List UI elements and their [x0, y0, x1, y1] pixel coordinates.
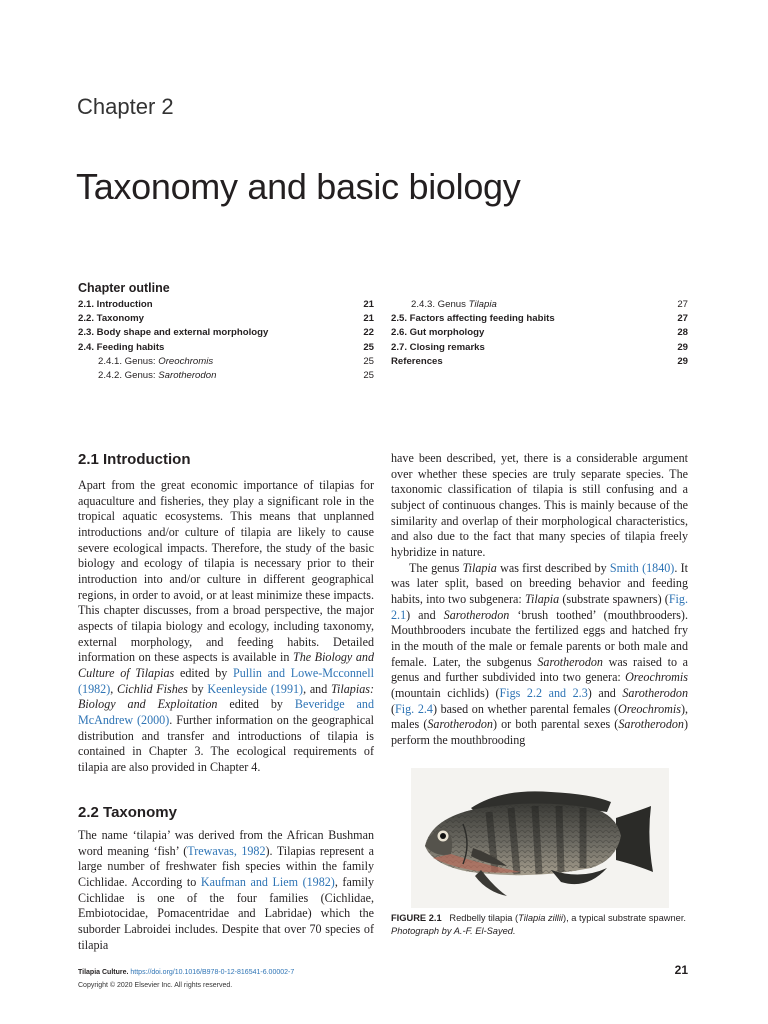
toc-item-title: 2.3. Body shape and external morphology	[78, 327, 269, 338]
toc-item-page: 27	[677, 299, 688, 310]
toc-subitem-title: 2.4.1. Genus: Oreochromis	[98, 356, 214, 367]
toc-item[interactable]	[391, 342, 688, 356]
toc-item-page: 22	[363, 327, 374, 338]
toc-subitem[interactable]	[391, 299, 688, 313]
toc-item-title: 2.5. Factors affecting feeding habits	[391, 313, 555, 324]
figure-link[interactable]: Fig. 2.1	[391, 591, 688, 622]
toc-item-page: 21	[363, 299, 374, 310]
toc-item-title: 2.4. Feeding habits	[78, 342, 165, 353]
toc-item-title: 2.6. Gut morphology	[391, 327, 485, 338]
footer-citation: Tilapia Culture. https://doi.org/10.1016/B978-0-12-816541-6.00002-7	[78, 969, 295, 976]
paragraph: The genus Tilapia was first described by Smith (1840). It was later split, based on breeding behavior and feeding habits, into two subgenera: Tilapia (substrate spawners) (Fig. 2.1) and Sarotherodon ‘brush toothed’ (mouthbrooders). Mouthbrooders incubate the fertilized eggs and hatched fry in the mouth of the male or female parents or both male and female. Later, the subgenus Sarotherodon was raised to a genus and further subdivided into two genera: Oreochromis (mountain cichlids) (Figs 2.2 and 2.3) and Sarotherodon (Fig. 2.4) based on whether parental females (Oreochromis), males (Sarotherodon) or both parental sexes (Sarotherodon) perform the mouthbrooding	[391, 560, 689, 747]
footer-copyright: Copyright © 2020 Elsevier Inc. All rights reserved.	[78, 982, 233, 989]
page-number: 21	[674, 963, 688, 977]
section-heading-taxonomy: 2.2 Taxonomy	[78, 804, 177, 821]
citation-link[interactable]: Pullin and Lowe-Mcconnell (1982)	[78, 665, 374, 696]
toc-item[interactable]	[78, 313, 374, 327]
toc-item[interactable]	[391, 327, 688, 341]
toc-item-page: 28	[677, 327, 688, 338]
figure-image	[411, 768, 669, 908]
figure-link[interactable]: Figs 2.2 and 2.3	[499, 685, 588, 700]
toc-item-title: 2.7. Closing remarks	[391, 342, 485, 353]
citation-link[interactable]: Smith (1840)	[609, 560, 675, 575]
introduction-paragraph: Apart from the great economic importance of tilapias for aquaculture and fisheries, they play a significant role in the tropical aquatic ecosystems. This means that unplanned introductions and/or culture of tilapia are likely to cause severe ecological impacts. Therefore, the study of the basic biology and ecology of tilapia is necessary prior to their introduction into and/or culture in different geographical regions, in order to avoid, or at least minimize these impacts. This chapter discusses, from a broad perspective, the major aspects of tilapia biology and ecology, including taxonomy, external morphology, and feeding habits. Detailed information on these aspects is available in The Biology and Culture of Tilapias edited by Pullin and Lowe-Mcconnell (1982), Cichlid Fishes by Keenleyside (1991), and Tilapias: Biology and Exploitation edited by Beveridge and McAndrew (2000). Further information on the geographical distribution and transfer and introductions of tilapia is contained in Chapter 3. The ecological requirements of tilapia are also provided in Chapter 4.	[78, 478, 375, 774]
chapter-label: Chapter 2	[77, 94, 174, 119]
paragraph: have been described, yet, there is a considerable argument over whether these species are truly separate species. The taxonomic classification of tilapia is still confusing and a subject of continuous changes. This is mainly because of the similarity and overlap of their morphological characteristics, and also due to the fact that many species of tilapia freely hybridize in nature.	[391, 451, 688, 559]
section-heading-introduction: 2.1 Introduction	[78, 451, 191, 468]
toc-item-title: 2.1. Introduction	[78, 299, 153, 310]
figure-link[interactable]: Fig. 2.4	[395, 701, 433, 716]
toc-item[interactable]	[391, 313, 688, 327]
toc-item-page: 25	[363, 356, 374, 367]
toc-item-page: 29	[677, 356, 688, 367]
toc-item[interactable]	[78, 299, 374, 313]
toc-item[interactable]	[78, 342, 374, 356]
citation-link[interactable]: Kaufman and Liem (1982)	[200, 874, 335, 889]
figure-caption: FIGURE 2.1 Redbelly tilapia (Tilapia zillii), a typical substrate spawner. Photograph by A.-F. El-Sayed.	[391, 913, 686, 936]
figure-credit: Photograph by A.-F. El-Sayed.	[391, 925, 516, 936]
toc-item-title: References	[391, 356, 443, 367]
toc-item[interactable]	[391, 356, 688, 370]
fish-icon	[411, 768, 669, 908]
right-column-text	[391, 451, 688, 748]
toc-subitem[interactable]	[78, 356, 374, 370]
toc-item-page: 21	[363, 313, 374, 324]
toc-item-page: 27	[677, 313, 688, 324]
toc-item[interactable]	[78, 327, 374, 341]
toc-subitem-title: 2.4.3. Genus Tilapia	[411, 299, 497, 310]
citation-link[interactable]: Beveridge and McAndrew (2000)	[78, 697, 375, 727]
toc-item-title: 2.2. Taxonomy	[78, 313, 144, 324]
citation-link[interactable]: Keenleyside (1991)	[207, 681, 304, 696]
toc-subitem-title: 2.4.2. Genus: Sarotherodon	[98, 370, 217, 381]
toc-subitem[interactable]	[78, 370, 374, 384]
taxonomy-paragraph: The name ‘tilapia’ was derived from the African Bushman word meaning ‘fish’ (Trewavas, 1982). Tilapias represent a large number of freshwater fish species within the family Cichlidae. According to Kaufman and Liem (1982), family Cichlidae is one of the four families (Cichlidae, Embiotocidae, Pomacentridae and Labridae) which the suborder Labroidei includes. Despite that over 70 species of tilapia	[78, 828, 374, 952]
toc-item-page: 25	[363, 342, 374, 353]
outline-heading: Chapter outline	[78, 281, 170, 295]
citation-link[interactable]: Trewavas, 1982	[187, 843, 266, 858]
toc-item-page: 29	[677, 342, 688, 353]
doi-link[interactable]: https://doi.org/10.1016/B978-0-12-816541-6.00002-7	[130, 969, 295, 976]
figure-label: FIGURE 2.1	[391, 913, 442, 923]
toc-item-page: 25	[363, 370, 374, 381]
chapter-title: Taxonomy and basic biology	[76, 166, 521, 207]
